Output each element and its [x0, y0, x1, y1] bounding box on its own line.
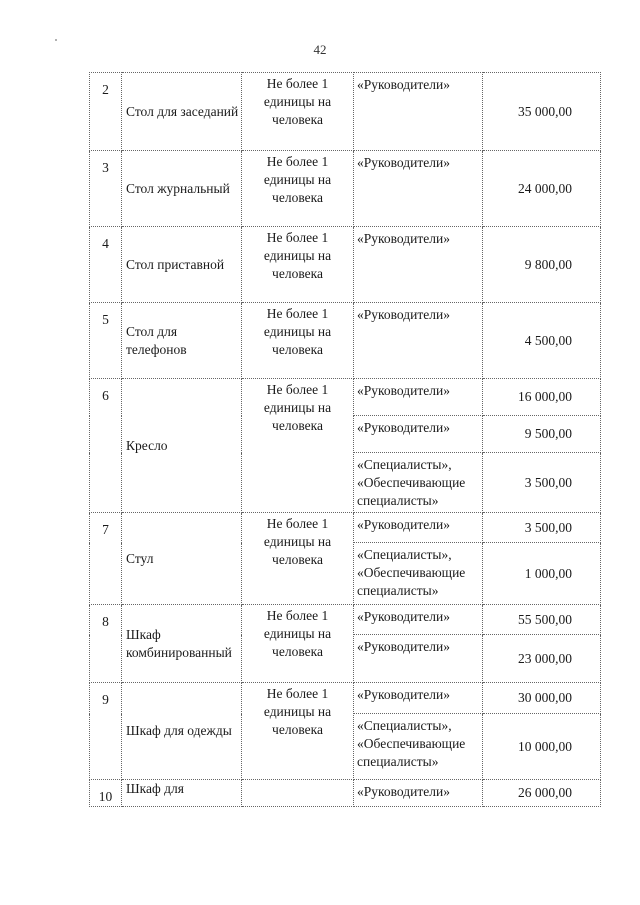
max-price: 16 000,00: [483, 379, 601, 416]
employee-category: «Руководители»: [354, 303, 483, 379]
row-number: 2: [90, 73, 122, 151]
employee-category: «Руководители»: [354, 227, 483, 303]
employee-category: «Специалисты», «Обеспечивающие специалисты»: [354, 453, 483, 513]
max-price: 24 000,00: [483, 151, 601, 227]
row-number: 7: [90, 513, 122, 605]
quantity-norm: Не более 1 единицы на человека: [242, 513, 354, 605]
employee-category: «Специалисты», «Обеспечивающие специалисты»: [354, 543, 483, 605]
max-price: 4 500,00: [483, 303, 601, 379]
quantity-norm: Не более 1 единицы на человека: [242, 151, 354, 227]
item-name: Стол приставной: [122, 227, 242, 303]
item-name: Стул: [122, 513, 242, 605]
item-name: Стол журнальный: [122, 151, 242, 227]
page-number: 42: [313, 42, 327, 57]
row-number: 9: [90, 683, 122, 780]
table-row: [90, 73, 601, 151]
row-number: 3: [90, 151, 122, 227]
employee-category: «Руководители»: [354, 513, 483, 543]
item-name: Шкаф для одежды: [122, 683, 242, 780]
max-price: 9 500,00: [483, 416, 601, 453]
employee-category: «Руководители»: [354, 683, 483, 714]
table-row: [90, 513, 601, 543]
table-row: [90, 227, 601, 303]
item-name: Кресло: [122, 379, 242, 513]
max-price: 10 000,00: [483, 714, 601, 780]
item-name: Стол для телефонов: [122, 303, 242, 379]
max-price: 26 000,00: [483, 780, 601, 807]
row-number: 6: [90, 379, 122, 513]
row-number: 5: [90, 303, 122, 379]
table-row: [90, 683, 601, 714]
max-price: 23 000,00: [483, 635, 601, 683]
quantity-norm: Не более 1 единицы на человека: [242, 605, 354, 683]
employee-category: «Руководители»: [354, 605, 483, 635]
quantity-norm: Не более 1 единицы на человека: [242, 303, 354, 379]
table-row: [90, 151, 601, 227]
quantity-norm: Не более 1 единицы на человека: [242, 683, 354, 780]
employee-category: «Руководители»: [354, 416, 483, 453]
employee-category: «Руководители»: [354, 635, 483, 683]
row-number: 4: [90, 227, 122, 303]
table-row: [90, 303, 601, 379]
item-name: Стол для заседаний: [122, 73, 242, 151]
employee-category: «Руководители»: [354, 780, 483, 807]
max-price: 35 000,00: [483, 73, 601, 151]
employee-category: «Руководители»: [354, 73, 483, 151]
quantity-norm: Не более 1 единицы на человека: [242, 379, 354, 513]
table-row: [90, 379, 601, 416]
table-row: [90, 780, 601, 807]
scan-speck: [55, 39, 57, 41]
item-name: Шкаф для: [122, 780, 242, 807]
quantity-norm: Не более 1 единицы на человека: [242, 227, 354, 303]
row-number: 10: [90, 780, 122, 807]
table-row: [90, 605, 601, 635]
max-price: 55 500,00: [483, 605, 601, 635]
employee-category: «Специалисты», «Обеспечивающие специалисты»: [354, 714, 483, 780]
employee-category: «Руководители»: [354, 151, 483, 227]
max-price: 9 800,00: [483, 227, 601, 303]
employee-category: «Руководители»: [354, 379, 483, 416]
furniture-norms-table: [89, 72, 601, 807]
max-price: 30 000,00: [483, 683, 601, 714]
quantity-norm: Не более 1 единицы на человека: [242, 73, 354, 151]
item-name: Шкаф комбинированный: [122, 605, 242, 683]
max-price: 1 000,00: [483, 543, 601, 605]
max-price: 3 500,00: [483, 453, 601, 513]
quantity-norm: [242, 780, 354, 807]
max-price: 3 500,00: [483, 513, 601, 543]
row-number: 8: [90, 605, 122, 683]
